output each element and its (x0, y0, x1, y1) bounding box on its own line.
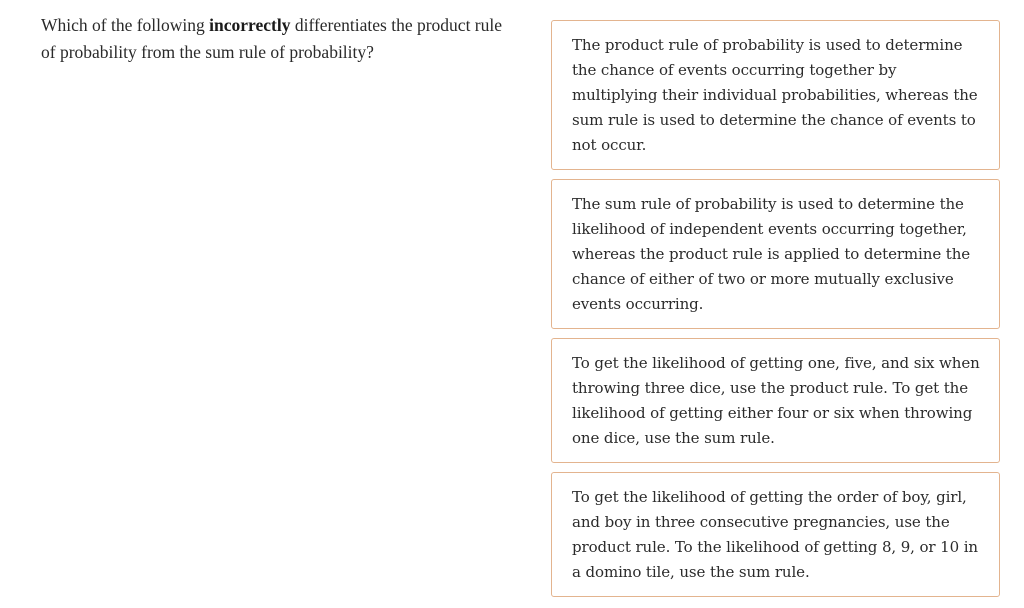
answer-options (551, 20, 1000, 606)
question-text (41, 12, 511, 66)
answer-option-4[interactable] (551, 472, 1000, 597)
answer-option-text: To get the likelihood of getting one, five, and six when throwing three dice, use the product rule. To get the likelihood of getting either four or six when throwing one dice, use the sum rule. (572, 354, 980, 447)
answer-option-text: The product rule of probability is used to determine the chance of events occurring together by multiplying their individual probabilities, whereas the sum rule is used to determine the chance of events to not occur. (572, 36, 978, 154)
answer-option-2[interactable] (551, 179, 1000, 329)
answer-option-text: The sum rule of probability is used to determine the likelihood of independent events occurring together, whereas the product rule is applied to determine the chance of either of two or more mutually exclusive events occurring. (572, 195, 971, 313)
answer-option-3[interactable] (551, 338, 1000, 463)
answer-option-1[interactable] (551, 20, 1000, 170)
question-emphasis: incorrectly (209, 15, 291, 35)
question-prefix: Which of the following (41, 15, 210, 35)
question-suffix: differentiates the product rule of probability from the sum rule of probability? (41, 15, 503, 62)
answer-option-text: To get the likelihood of getting the order of boy, girl, and boy in three consecutive pregnancies, use the product rule. To the likelihood of getting 8, 9, or 10 in a domino tile, use the sum rule. (572, 488, 978, 581)
